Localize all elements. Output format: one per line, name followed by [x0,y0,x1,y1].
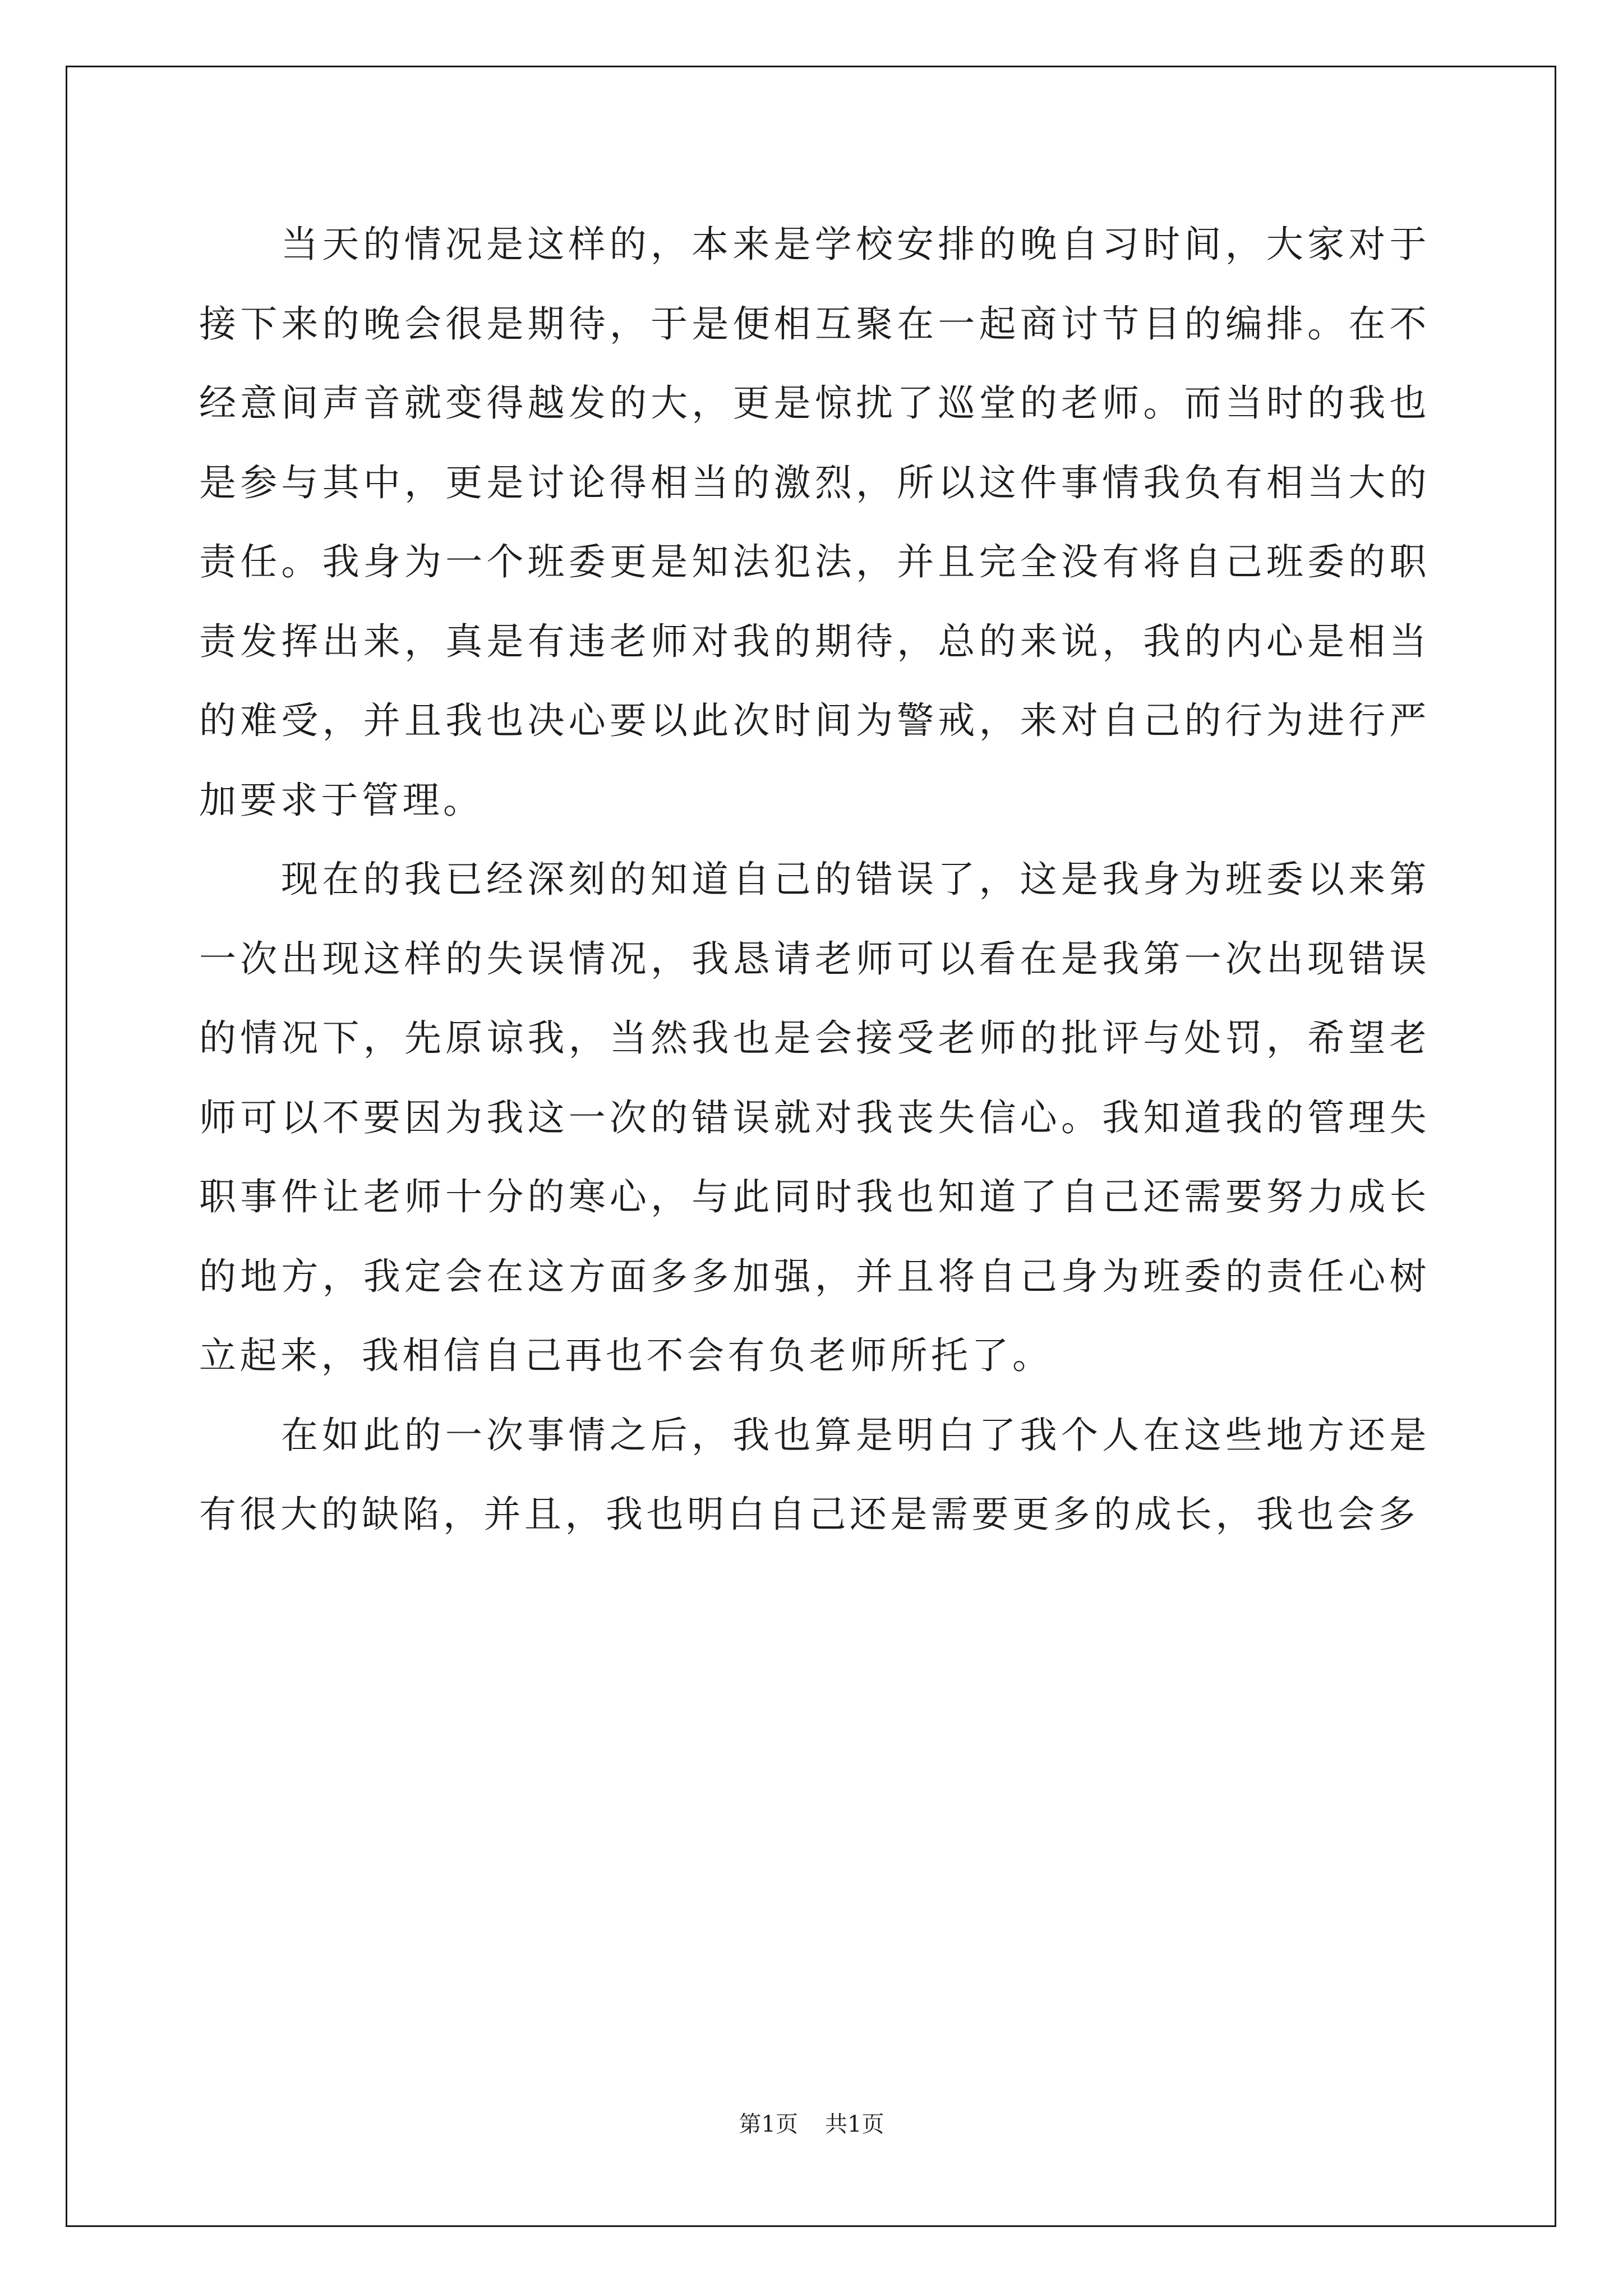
paragraph-3: 在如此的一次事情之后，我也算是明白了我个人在这些地方还是有很大的缺陷，并且，我也明白自己还是需要更多的成长，我也会多 [199,1413,1430,1536]
page-number: 第1页 [739,2111,798,2137]
paragraph-2: 现在的我已经深刻的知道自己的错误了，这是我身为班委以来第一次出现这样的失误情况，我恳请老师可以看在是我第一次出现错误的情况下，先原谅我，当然我也是会接受老师的批评与处罚，希望老师可以不要因为我这一次的错误就对我丧失信心。我知道我的管理失职事件让老师十分的寒心，与此同时我也知道了自己还需要努力成长的地方，我定会在这方面多多加强，并且将自己身为班委的责任心树立起来，我相信自己再也不会有负老师所托了。 [199,858,1430,1377]
page-total: 共1页 [825,2111,884,2137]
paragraph-1: 当天的情况是这样的，本来是学校安排的晚自习时间，大家对于接下来的晚会很是期待，于是便相互聚在一起商讨节目的编排。在不经意间声音就变得越发的大，更是惊扰了巡堂的老师。而当时的我也是参与其中，更是讨论得相当的激烈，所以这件事情我负有相当大的责任。我身为一个班委更是知法犯法，并且完全没有将自己班委的职责发挥出来，真是有违老师对我的期待，总的来说，我的内心是相当的难受，并且我也决心要以此次时间为警戒，来对自己的行为进行严加要求于管理。 [199,223,1430,822]
document-body [199,205,1430,1554]
page-footer [0,2106,1623,2138]
